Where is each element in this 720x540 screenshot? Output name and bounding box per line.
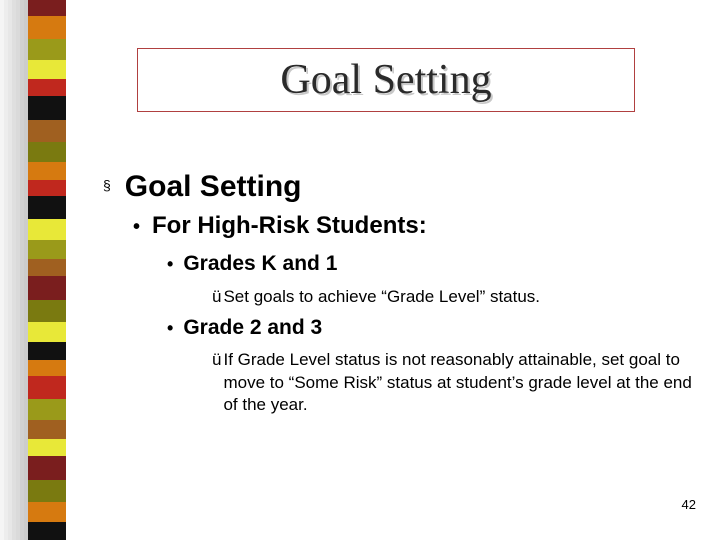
dot-bullet-icon: •	[167, 318, 174, 338]
strip-block	[28, 300, 66, 322]
strip-shadow	[20, 0, 24, 540]
dot-bullet-icon: •	[133, 216, 141, 238]
check-icon: ü	[212, 350, 222, 369]
strip-block	[28, 142, 66, 162]
strip-block	[28, 0, 66, 16]
strip-block	[28, 522, 66, 540]
strip-block	[28, 376, 66, 399]
check-icon: ü	[212, 287, 222, 306]
strip-block	[28, 399, 66, 420]
strip-shadow	[4, 0, 8, 540]
strip-block	[28, 342, 66, 360]
strip-block	[28, 120, 66, 142]
strip-block	[28, 240, 66, 259]
bullet-level1	[103, 170, 301, 204]
strip-block	[28, 439, 66, 456]
check-item-2-3	[212, 349, 693, 417]
strip-block	[28, 219, 66, 240]
strip-shadow	[24, 0, 28, 540]
strip-shadow	[0, 0, 4, 540]
strip-block	[28, 96, 66, 120]
title-box	[137, 48, 635, 112]
page-number: 42	[681, 497, 696, 512]
strip-block	[28, 420, 66, 439]
strip-block	[28, 162, 66, 180]
strip-block	[28, 16, 66, 39]
check-item-k-1	[212, 287, 540, 307]
strip-block	[28, 79, 66, 96]
strip-block	[28, 39, 66, 60]
strip-shadow	[12, 0, 16, 540]
decorative-color-strip	[0, 0, 66, 540]
strip-block	[28, 196, 66, 219]
dot-bullet-icon: •	[167, 254, 174, 274]
strip-block	[28, 502, 66, 522]
strip-block	[28, 480, 66, 502]
bullet-level2	[133, 212, 427, 240]
check-item-2-3-text: If Grade Level status is not reasonably attainable, set goal to move to “Some Risk” status at student’s grade level at the end of the year.	[223, 350, 692, 414]
strip-block	[28, 180, 66, 196]
strip-shadow	[16, 0, 20, 540]
square-bullet-icon: §	[103, 177, 111, 193]
strip-shadow	[8, 0, 12, 540]
bullet-grades-2-3	[167, 316, 322, 340]
strip-block	[28, 60, 66, 79]
slide-title: Goal Setting	[280, 57, 492, 103]
bullet-level2-text: For High-Risk Students:	[152, 212, 427, 239]
bullet-grades-k-1-text: Grades K and 1	[183, 252, 338, 275]
check-item-k-1-text: Set goals to achieve “Grade Level” status.	[223, 287, 541, 306]
strip-block	[28, 456, 66, 480]
strip-block	[28, 360, 66, 376]
strip-block	[28, 322, 66, 342]
strip-block	[28, 259, 66, 276]
bullet-level1-text: Goal Setting	[124, 170, 302, 203]
strip-block	[28, 276, 66, 300]
bullet-grades-2-3-text: Grade 2 and 3	[183, 316, 323, 339]
bullet-grades-k-1	[167, 252, 337, 276]
